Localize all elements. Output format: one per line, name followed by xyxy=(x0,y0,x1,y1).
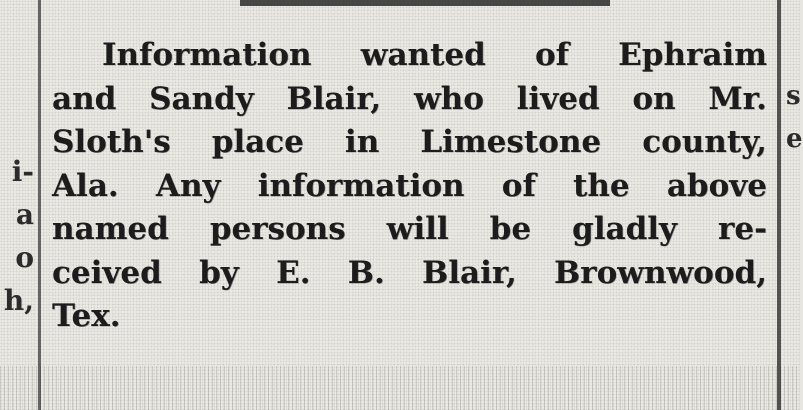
article-line xyxy=(52,295,767,339)
article-word: Limestone xyxy=(420,124,602,160)
article-word: in xyxy=(344,124,380,160)
article-word: gladly xyxy=(572,211,678,247)
article-word: place xyxy=(211,124,304,160)
article-word: will xyxy=(386,211,449,247)
article-word: by xyxy=(199,254,239,291)
article-word: wanted xyxy=(360,37,486,73)
article-word: information xyxy=(257,167,465,204)
article-line xyxy=(52,165,767,209)
article-word: above xyxy=(666,167,767,204)
margin-fragment: i- xyxy=(11,155,34,188)
column-rule-right xyxy=(777,0,781,410)
margin-fragment: h, xyxy=(3,284,34,317)
article-word: Ala. xyxy=(52,167,119,204)
article-word: lived xyxy=(516,80,600,117)
article-word: Ephraim xyxy=(618,37,767,73)
article-word: Blair, xyxy=(286,80,382,117)
margin-fragment: o xyxy=(15,241,34,274)
article-word: Brownwood, xyxy=(554,254,767,291)
column-rule-left xyxy=(38,0,41,410)
article-word: of xyxy=(501,167,536,204)
article-word: re- xyxy=(718,211,767,247)
page-fold-shadow xyxy=(0,366,800,410)
article-word: Sloth's xyxy=(52,124,171,160)
article-line xyxy=(52,78,767,122)
article-word: named xyxy=(52,211,169,247)
article-word: be xyxy=(489,211,532,247)
article-word: Any xyxy=(155,167,221,204)
article-word: Sandy xyxy=(149,80,254,117)
article-word: Blair, xyxy=(422,254,517,291)
article-line xyxy=(52,34,767,78)
article-word: on xyxy=(632,80,676,117)
right-margin-fragments xyxy=(786,75,803,161)
article-word: E. xyxy=(276,254,311,291)
article-line xyxy=(52,252,767,296)
article-word: of xyxy=(534,37,569,73)
article-word: Tex. xyxy=(52,298,121,334)
article-line xyxy=(52,121,767,165)
article-word: persons xyxy=(209,211,346,247)
article-word: the xyxy=(573,167,630,204)
article-line xyxy=(52,208,767,252)
article-word: and xyxy=(52,80,117,117)
notice-article xyxy=(52,34,767,339)
margin-fragment: s xyxy=(786,81,801,111)
article-word: county, xyxy=(642,124,767,160)
margin-fragment: a xyxy=(15,198,34,231)
article-word: who xyxy=(413,80,484,117)
margin-fragment: e xyxy=(786,124,803,154)
article-word: B. xyxy=(347,254,385,291)
left-margin-fragments xyxy=(0,150,34,322)
article-word: Information xyxy=(102,37,312,73)
article-word: ceived xyxy=(52,254,162,291)
top-rule xyxy=(240,0,610,6)
article-word: Mr. xyxy=(708,80,767,117)
